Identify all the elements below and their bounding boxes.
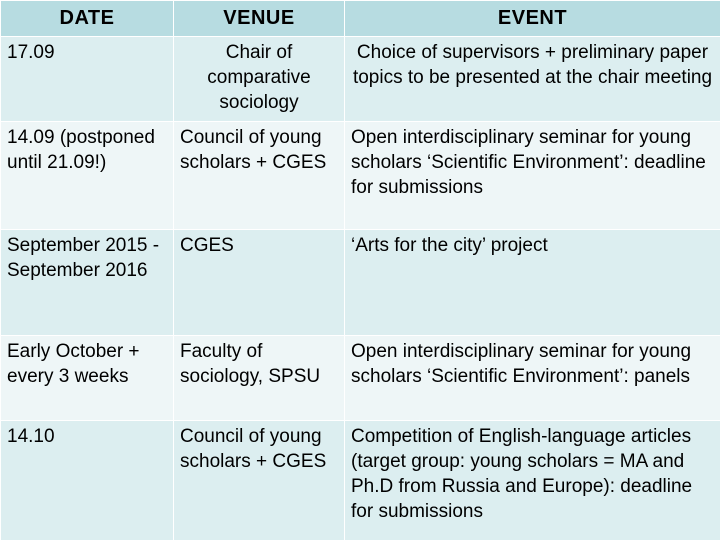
- header-date: DATE: [1, 1, 174, 37]
- venue-cell: Faculty of sociology, SPSU: [174, 336, 345, 421]
- table-row: [1, 37, 720, 122]
- table-row: [1, 122, 720, 230]
- date-cell: 14.10: [1, 421, 174, 541]
- date-cell: 14.09 (postponed until 21.09!): [1, 122, 174, 230]
- table-header: [1, 1, 720, 37]
- table-row: [1, 230, 720, 336]
- header-venue: VENUE: [174, 1, 345, 37]
- header-event: EVENT: [345, 1, 720, 37]
- venue-cell: CGES: [174, 230, 345, 336]
- event-cell: Open interdisciplinary seminar for young scholars ‘Scientific Environment’: deadline for submissions: [345, 122, 720, 230]
- date-cell: September 2015 -September 2016: [1, 230, 174, 336]
- table-row: [1, 421, 720, 541]
- table-body: [1, 37, 720, 541]
- header-row: [1, 1, 720, 37]
- event-cell: ‘Arts for the city’ project: [345, 230, 720, 336]
- venue-cell: Council of young scholars + CGES: [174, 421, 345, 541]
- event-cell: Competition of English-language articles (target group: young scholars = MA and Ph.D from Russia and Europe): deadline for submissions: [345, 421, 720, 541]
- venue-cell: Council of young scholars + CGES: [174, 122, 345, 230]
- venue-cell: Chair of comparative sociology: [174, 37, 345, 122]
- event-cell: Choice of supervisors + preliminary paper topics to be presented at the chair meeting: [345, 37, 720, 122]
- table-row: [1, 336, 720, 421]
- date-cell: 17.09: [1, 37, 174, 122]
- date-cell: Early October + every 3 weeks: [1, 336, 174, 421]
- event-cell: Open interdisciplinary seminar for young scholars ‘Scientific Environment’: panels: [345, 336, 720, 421]
